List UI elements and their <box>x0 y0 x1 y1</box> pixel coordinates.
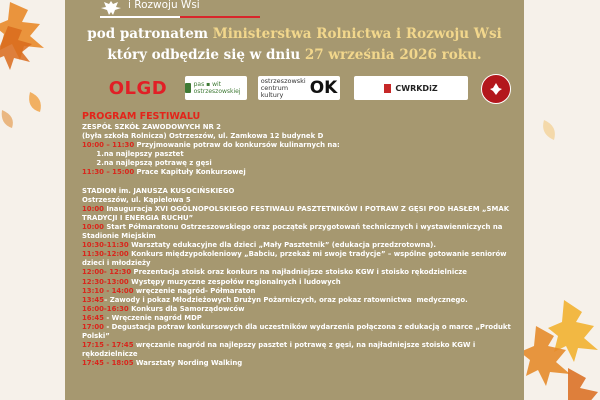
schedule-time: 11:30 – 15:00 <box>82 168 135 177</box>
schedule-item <box>82 341 522 359</box>
emblem-icon <box>488 81 504 97</box>
schedule-time: 10:00 <box>82 204 104 213</box>
ministry-name: i Rozwoju Wsi <box>128 0 200 11</box>
schedule-item <box>82 278 522 287</box>
spacer <box>82 178 522 187</box>
schedule-time: 12:30-13:00 <box>82 277 129 286</box>
schedule-item <box>82 359 522 368</box>
schedule-text: Konkurs międzypokoleniowy „Babciu, przekaż mi swoje tradycje” – wspólne gotowanie seniorów dzieci i młodzieży <box>82 250 509 268</box>
autumn-leaves-right <box>524 0 600 400</box>
schedule-time: 16:00-16:30 <box>82 304 129 313</box>
schedule-text: Inauguracja XVI OGÓLNOPOLSKIEGO FESTIWALU PASZTETNIKÓW I POTRAW Z GĘSI POD HASŁEM „SMAK TRADYCJI I ENERGIA RUCHU” <box>82 204 512 222</box>
schedule-text: – Zawody i pokaz Młodzieżowych Drużyn Pożarniczych, oraz pokaz ratownictwa medycznego. <box>103 295 468 304</box>
schedule-item <box>82 287 522 296</box>
schedule-time: 12:00- 12:30 <box>82 268 132 277</box>
schedule-item <box>82 268 522 277</box>
schedule-text: Start Półmaratonu Ostrzeszowskiego oraz początek przygotowań technicznych i wystawienniczych na Stadionie Miejskim <box>82 222 505 241</box>
schedule-text: wręczanie nagród na najlepszy pasztet i potrawę z gęsi, na najładniejsze stoisko KGW i rękodzielnicze <box>82 341 478 359</box>
schedule-text: Konkurs dla Samorządowców <box>128 304 245 313</box>
event-date: 27 września 2026 roku. <box>304 47 482 63</box>
schedule-time: 13:10 - 14:00 <box>82 286 134 295</box>
schedule-item <box>82 205 522 223</box>
schedule-time: 10:30-11:30 <box>82 241 129 250</box>
venue2-name: STADION im. JANUSZA KUSOCIŃSKIEGO <box>82 186 235 195</box>
schedule-time: 11:30-12:00 <box>82 250 129 259</box>
schedule-time: 17:45 - 18:05 <box>82 359 134 368</box>
schedule-text: 1.na najlepszy pasztet <box>82 150 184 159</box>
schedule-item <box>82 323 522 341</box>
polish-eagle-icon <box>100 0 122 16</box>
schedule-text: 2.na najlepszą potrawę z gęsi <box>82 159 212 168</box>
schedule-time: 17:00 <box>82 322 104 331</box>
ministry-header <box>100 0 300 18</box>
ock-logo-mark: OK <box>309 77 338 98</box>
schedule-text: Prace Kapituły Konkursowej <box>134 168 246 177</box>
leaf-small-icon <box>29 92 41 112</box>
program-title: PROGRAM FESTIWALU <box>82 111 201 122</box>
schedule-item <box>82 159 522 168</box>
date-line <box>65 45 524 66</box>
round-emblem-logo <box>481 74 511 104</box>
olgd-logo: OLGD <box>108 77 168 99</box>
schedule-item <box>82 296 522 305</box>
cwrkdiz-logo <box>354 76 468 100</box>
venue1-address: (była szkoła Rolnicza) Ostrzeszów, ul. Zamkowa 12 budynek D <box>82 132 324 141</box>
schedule-text: - Wręczenie nagród MDP <box>103 313 202 322</box>
patronage-text <box>65 24 524 66</box>
leaf-small-icon <box>543 120 555 140</box>
schedule-text: Prezentacja stoisk oraz konkurs na najładniejsze stoisko KGW i stoisko rękodzielnicze <box>131 268 467 277</box>
schedule-item <box>82 241 522 250</box>
schedule-time: 13:45 <box>82 295 104 304</box>
venue1-name: ZESPÓŁ SZKÓŁ ZAWODOWYCH NR 2 <box>82 123 221 131</box>
crest-icon <box>384 84 391 93</box>
ock-logo <box>258 76 340 100</box>
pol-logo-text: pas ▪ wit ostrzeszowskiej <box>193 81 241 95</box>
schedule-item <box>82 168 522 177</box>
date-prefix: który odbędzie się w dniu <box>107 47 305 63</box>
patronage-line <box>65 24 524 45</box>
venue2-schedule <box>82 205 522 369</box>
schedule-item <box>82 250 522 268</box>
ock-logo-text: ostrzeszowski centrum kultury <box>260 76 306 99</box>
patronage-prefix: pod patronatem <box>87 26 213 42</box>
schedule-time: 10:00 <box>82 222 104 231</box>
patronage-ministry: Ministerstwa Rolnictwa i Rozwoju Wsi <box>212 26 502 42</box>
schedule-text: Warsztaty Nording Walking <box>133 359 243 368</box>
autumn-leaves-left <box>0 0 68 400</box>
festival-program <box>82 108 522 368</box>
venue1-schedule <box>82 141 522 177</box>
schedule-text: wręczenie nagród- Półmaraton <box>133 286 256 295</box>
maple-leaf-icon <box>568 368 598 400</box>
ministry-flag-rule <box>100 16 260 18</box>
schedule-item <box>82 141 522 150</box>
festival-poster <box>65 0 524 400</box>
schedule-time: 17:15 - 17:45 <box>82 341 134 350</box>
schedule-time: 10:00 – 11:30 <box>82 141 135 150</box>
schedule-time: 16:45 <box>82 313 104 322</box>
pol-logo <box>185 76 247 100</box>
schedule-item <box>82 314 522 323</box>
venue2-address: Ostrzeszów, ul. Kąpielowa 5 <box>82 195 191 204</box>
pol-mark-icon <box>185 83 191 93</box>
schedule-text: Warsztaty edukacyjne dla dzieci „Mały Pasztetnik” (edukacja przedzrotowna). <box>128 241 436 250</box>
leaf-small-icon <box>2 110 13 128</box>
schedule-text: - Degustacja potraw konkursowych dla uczestników wydarzenia połączona z edukacją o marce „Produkt Polski” <box>82 322 514 341</box>
schedule-item <box>82 150 522 159</box>
schedule-item <box>82 223 522 241</box>
schedule-text: Występy muzyczne zespołów regionalnych i ludowych <box>128 277 341 286</box>
schedule-text: Przyjmowanie potraw do konkursów kulinarnych na: <box>134 141 340 150</box>
sponsor-logos <box>90 72 510 106</box>
schedule-item <box>82 305 522 314</box>
cwrkdiz-logo-text: CWRKDiZ <box>395 83 438 93</box>
